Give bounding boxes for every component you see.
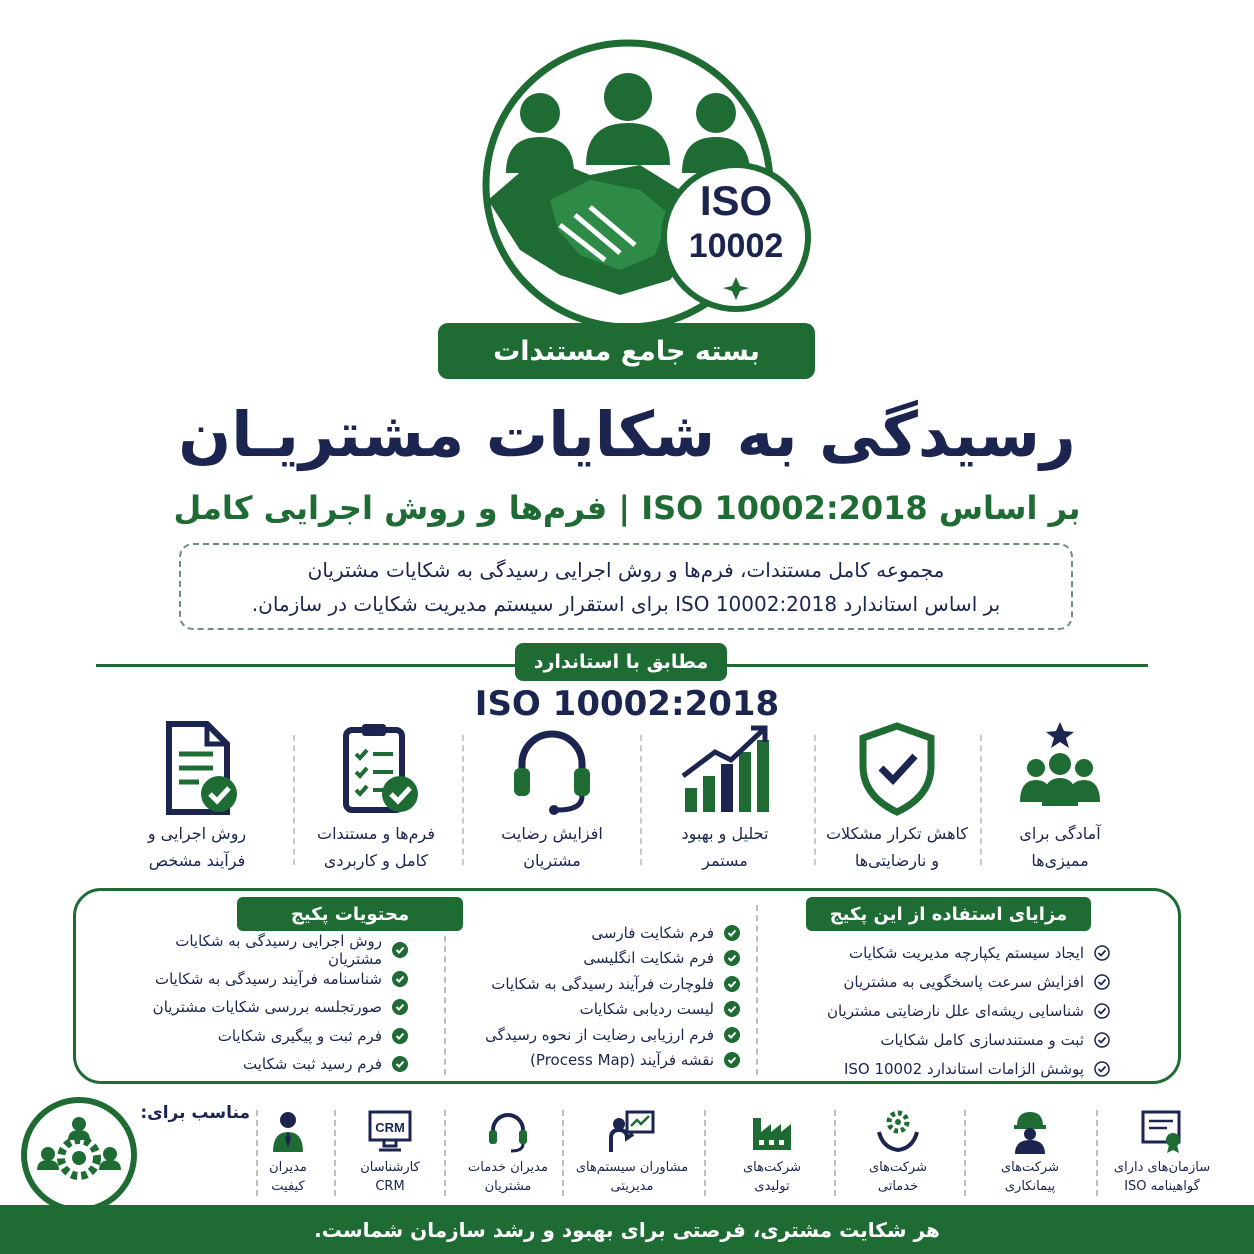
crm-monitor-icon — [367, 1108, 413, 1154]
audience-line2: CRM — [375, 1179, 405, 1194]
audience-line2: خدماتی — [877, 1179, 919, 1194]
feature-separator — [814, 735, 816, 865]
description-box — [179, 543, 1073, 630]
iso-badge-line2: 10002 — [688, 227, 784, 265]
list-item — [480, 997, 740, 1023]
content-text: روش اجرایی رسیدگی به شکایات مشتریان — [175, 932, 382, 969]
audience-separator — [834, 1110, 836, 1196]
check-circle-icon — [392, 1028, 408, 1044]
contents-title: محتویات پکیج — [237, 897, 463, 931]
list-item — [480, 946, 740, 972]
page-subtitle: بر اساس ISO 10002:2018 | فرم‌ها و روش اجرایی کامل — [173, 489, 1081, 527]
page-title: رسیدگی به شکایات مشتریـان — [178, 398, 1076, 471]
check-circle-icon — [724, 1027, 740, 1043]
list-item — [800, 1025, 1110, 1054]
audience-separator — [1096, 1110, 1098, 1196]
list-item — [800, 1054, 1110, 1083]
audience-manufacturers — [712, 1108, 832, 1196]
manager-icon — [265, 1108, 311, 1154]
audience-line2: تولیدی — [754, 1179, 790, 1194]
feature-label-line1: کاهش تکرار مشکلات — [825, 824, 969, 843]
benefit-text: ثبت و مستندسازی کامل شکایات — [880, 1030, 1084, 1049]
audience-crm-experts — [330, 1108, 450, 1196]
audience-line1: شرکت‌های — [1000, 1160, 1059, 1175]
benefit-text: پوشش الزامات استاندارد ISO 10002 — [843, 1059, 1084, 1078]
headset-icon — [502, 718, 602, 818]
presenter-icon — [609, 1108, 655, 1154]
check-circle-icon — [392, 999, 408, 1015]
form-text: فرم ارزیابی رضایت از نحوه رسیدگی — [485, 1025, 714, 1044]
standard-code: ISO 10002:2018 — [474, 684, 780, 724]
feature-forms — [296, 718, 456, 878]
audience-separator — [256, 1110, 258, 1196]
feature-label-line1: تحلیل و بهبود — [681, 824, 769, 843]
check-circle-icon — [1094, 1003, 1110, 1019]
feature-label-line2: کامل و کاربردی — [323, 851, 429, 870]
list-item — [118, 1022, 408, 1051]
benefit-text: شناسایی ریشه‌ای علل نارضایتی مشتریان — [826, 1001, 1084, 1020]
form-text: فلوچارت فرآیند رسیدگی به شکایات — [491, 974, 714, 993]
feature-label-line1: فرم‌ها و مستندات — [317, 824, 435, 843]
check-circle-icon — [392, 942, 408, 958]
benefit-text: ایجاد سیستم یکپارچه مدیریت شکایات — [849, 943, 1084, 962]
check-circle-icon — [724, 950, 740, 966]
list-item — [118, 1050, 408, 1079]
benefit-text: افزایش سرعت پاسخگویی به مشتریان — [843, 972, 1084, 991]
content-text: صورتجلسه بررسی شکایات مشتریان — [152, 998, 382, 1017]
benefits-list — [800, 938, 1110, 1083]
audience-line2: مشتریان — [484, 1179, 532, 1194]
audience-line2: مدیریتی — [610, 1179, 654, 1194]
check-circle-icon — [1094, 974, 1110, 990]
feature-label-line2: فرآیند مشخص — [148, 851, 246, 870]
feature-audit — [980, 718, 1140, 878]
feature-separator — [640, 735, 642, 865]
list-item — [480, 1048, 740, 1074]
form-text: نقشه فرآیند (Process Map) — [530, 1051, 714, 1070]
audience-separator — [964, 1110, 966, 1196]
feature-label-line1: افزایش رضایت — [501, 824, 603, 843]
list-item — [800, 938, 1110, 967]
package-badge: بسته جامع مستندات — [438, 323, 815, 379]
check-circle-icon — [1094, 1032, 1110, 1048]
audience-service-companies — [838, 1108, 958, 1196]
feature-label-line2: ممیزی‌ها — [1031, 851, 1089, 870]
feature-improvement — [645, 718, 805, 878]
list-item — [118, 993, 408, 1022]
audience-line1: شرکت‌های — [868, 1160, 927, 1175]
audience-line1: سازمان‌های دارای — [1113, 1160, 1211, 1175]
form-text: لیست ردیابی شکایات — [579, 1000, 714, 1019]
team-star-icon — [1010, 718, 1110, 818]
check-circle-icon — [724, 1052, 740, 1068]
audience-service-managers — [448, 1108, 568, 1196]
content-text: فرم ثبت و پیگیری شکایات — [217, 1026, 382, 1045]
form-text: فرم شکایت فارسی — [591, 923, 714, 942]
content-text: فرم رسید ثبت شکایت — [242, 1055, 382, 1074]
standard-badge: مطابق با استاندارد — [515, 643, 727, 681]
headset-icon — [485, 1108, 531, 1154]
audience-line2: پیمانکاری — [1004, 1179, 1056, 1194]
list-item — [480, 920, 740, 946]
audience-separator — [704, 1110, 706, 1196]
audience-line1: کارشناسان — [360, 1160, 420, 1175]
iso-badge-line1: ISO — [699, 177, 773, 224]
feature-label-line2: و نارضایتی‌ها — [854, 851, 940, 870]
crm-screen-text: CRM — [375, 1120, 405, 1135]
content-text: شناسنامه فرآیند رسیدگی به شکایات — [154, 969, 382, 988]
contents-list — [118, 932, 408, 1079]
gear-hands-icon — [875, 1108, 921, 1154]
audience-line2: کیفیت — [271, 1179, 305, 1194]
audience-line1: مدیران خدمات — [468, 1160, 548, 1175]
benefits-title: مزایای استفاده از این پکیج — [806, 897, 1091, 931]
audience-line2: گواهینامه ISO — [1124, 1179, 1200, 1194]
audience-certified-orgs — [1102, 1108, 1222, 1196]
shield-check-icon — [847, 718, 947, 818]
footer-slogan: هر شکایت مشتری، فرصتی برای بهبود و رشد سازمان شماست. — [0, 1205, 1254, 1254]
worker-helmet-icon — [1007, 1108, 1053, 1154]
list-item — [800, 996, 1110, 1025]
feature-label-line2: مشتریان — [523, 851, 581, 870]
certificate-icon — [1139, 1108, 1185, 1154]
check-circle-icon — [392, 971, 408, 987]
audience-line1: مدیران — [269, 1160, 307, 1175]
audience-consultants — [570, 1108, 694, 1196]
feature-label-line1: آمادگی برای — [1019, 824, 1101, 843]
forms-list — [480, 920, 740, 1073]
feature-separator — [462, 735, 464, 865]
audience-label: مناسب برای: — [140, 1103, 250, 1123]
description-line1: مجموعه کامل مستندات، فرم‌ها و روش اجرایی رسیدگی به شکایات مشتریان — [307, 557, 945, 582]
description-line2: بر اساس استاندارد ISO 10002:2018 برای استقرار سیستم مدیریت شکایات در سازمان. — [251, 591, 1001, 616]
logo-emblem — [440, 25, 820, 330]
divider-left — [96, 664, 516, 667]
audience-emblem-icon — [20, 1096, 138, 1214]
check-circle-icon — [392, 1056, 408, 1072]
list-item — [118, 932, 408, 969]
audience-line1: شرکت‌های — [742, 1160, 801, 1175]
clipboard-check-icon — [326, 718, 426, 818]
list-item — [118, 965, 408, 994]
growth-chart-icon — [675, 718, 775, 818]
check-circle-icon — [1094, 945, 1110, 961]
feature-reduction — [817, 718, 977, 878]
audience-contractors — [970, 1108, 1090, 1196]
feature-satisfaction — [472, 718, 632, 878]
feature-label-line1: روش اجرایی و — [147, 824, 247, 843]
list-item — [480, 1022, 740, 1048]
column-separator — [756, 905, 758, 1075]
check-circle-icon — [724, 1001, 740, 1017]
audience-quality-managers — [228, 1108, 348, 1196]
check-circle-icon — [724, 976, 740, 992]
divider-right — [726, 664, 1148, 667]
check-circle-icon — [724, 925, 740, 941]
list-item — [480, 971, 740, 997]
form-text: فرم شکایت انگلیسی — [583, 949, 714, 968]
audience-line1: مشاوران سیستم‌های — [575, 1160, 689, 1175]
feature-label-line2: مستمر — [702, 851, 748, 870]
document-check-icon — [147, 718, 247, 818]
check-circle-icon — [1094, 1061, 1110, 1077]
factory-icon — [749, 1108, 795, 1154]
feature-procedure — [117, 718, 277, 878]
list-item — [800, 967, 1110, 996]
feature-separator — [293, 735, 295, 865]
